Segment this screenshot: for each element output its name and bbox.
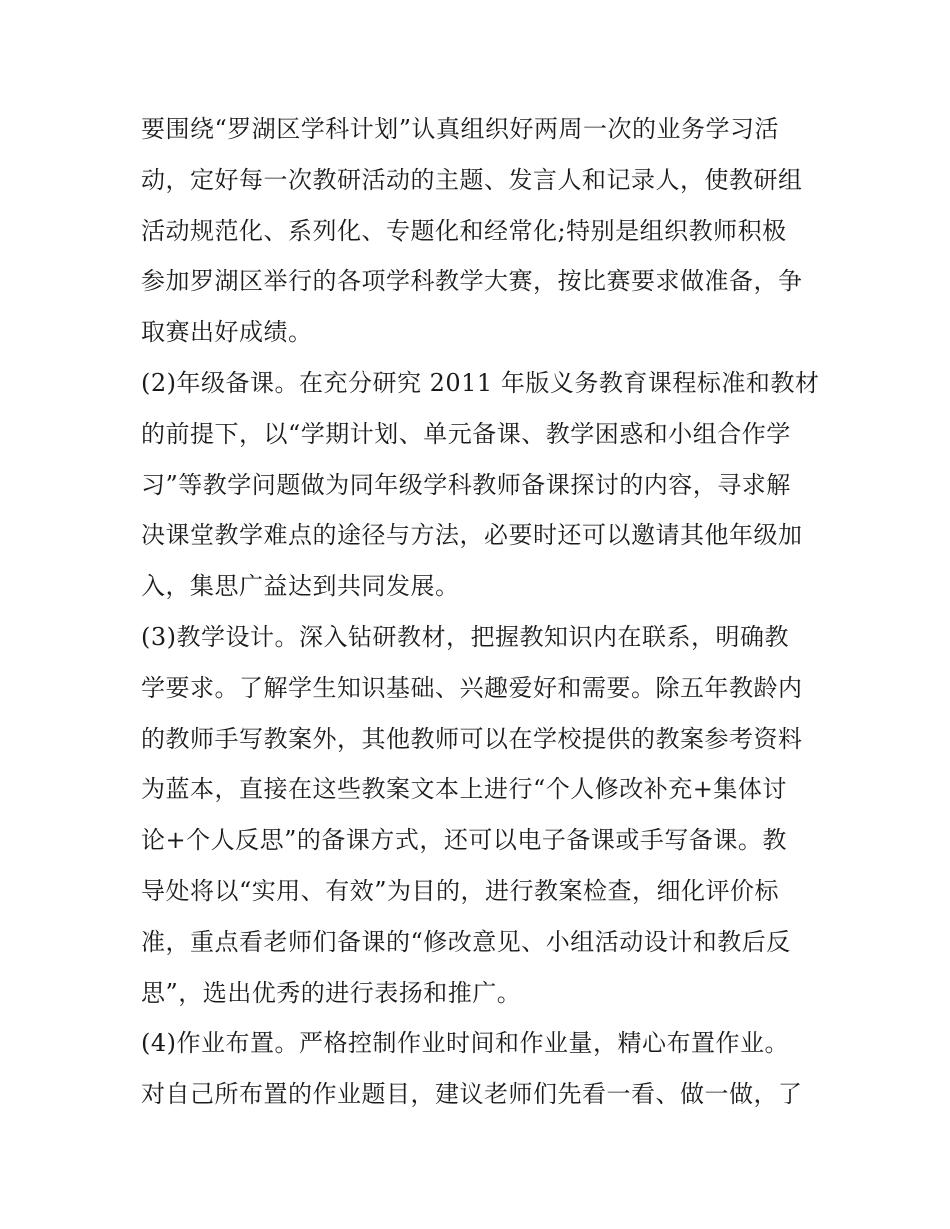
text-line: (3)教学设计。深入钻研教材，把握教知识内在联系，明确教 (141, 622, 789, 651)
text-line: 的前提下，以“学期计划、单元备课、教学困惑和小组合作学 (141, 419, 791, 448)
text-line: 活动规范化、系列化、专题化和经常化;特别是组织教师积极 (141, 216, 787, 245)
text-line: 入，集思广益达到共同发展。 (141, 572, 460, 601)
text-line: 思”，选出优秀的进行表扬和推广。 (141, 978, 522, 1007)
text-line: (2)年级备课。在充分研究 2011 年版义务教育课程标准和教材 (141, 368, 820, 397)
text-line: 为蓝本，直接在这些教案文本上进行“个人修改补充+集体讨 (141, 775, 787, 804)
text-line: (4)作业布置。严格控制作业时间和作业量，精心布置作业。 (141, 1029, 789, 1058)
text-line: 的教师手写教案外，其他教师可以在学校提供的教案参考资料 (141, 724, 803, 753)
text-line: 论+个人反思”的备课方式，还可以电子备课或手写备课。教 (141, 826, 787, 855)
text-line: 对自己所布置的作业题目，建议老师们先看一看、做一做，了 (141, 1080, 803, 1109)
body-text (141, 104, 821, 1120)
text-line: 学要求。了解学生知识基础、兴趣爱好和需要。除五年教龄内 (141, 673, 803, 702)
text-line: 导处将以“实用、有效”为目的，进行教案检查，细化评价标 (141, 876, 780, 905)
text-line: 要围绕“罗湖区学科计划”认真组织好两周一次的业务学习活 (141, 115, 780, 143)
text-line: 取赛出好成绩。 (141, 318, 313, 347)
text-line: 动，定好每一次教研活动的主题、发言人和记录人，使教研组 (141, 165, 803, 194)
text-line: 习”等教学问题做为同年级学科教师备课探讨的内容，寻求解 (141, 470, 791, 499)
text-line: 决课堂教学难点的途径与方法，必要时还可以邀请其他年级加 (141, 521, 803, 550)
text-line: 准，重点看老师们备课的“修改意见、小组活动设计和教后反 (141, 927, 791, 956)
text-line: 参加罗湖区举行的各项学科教学大赛，按比赛要求做准备，争 (141, 267, 803, 296)
